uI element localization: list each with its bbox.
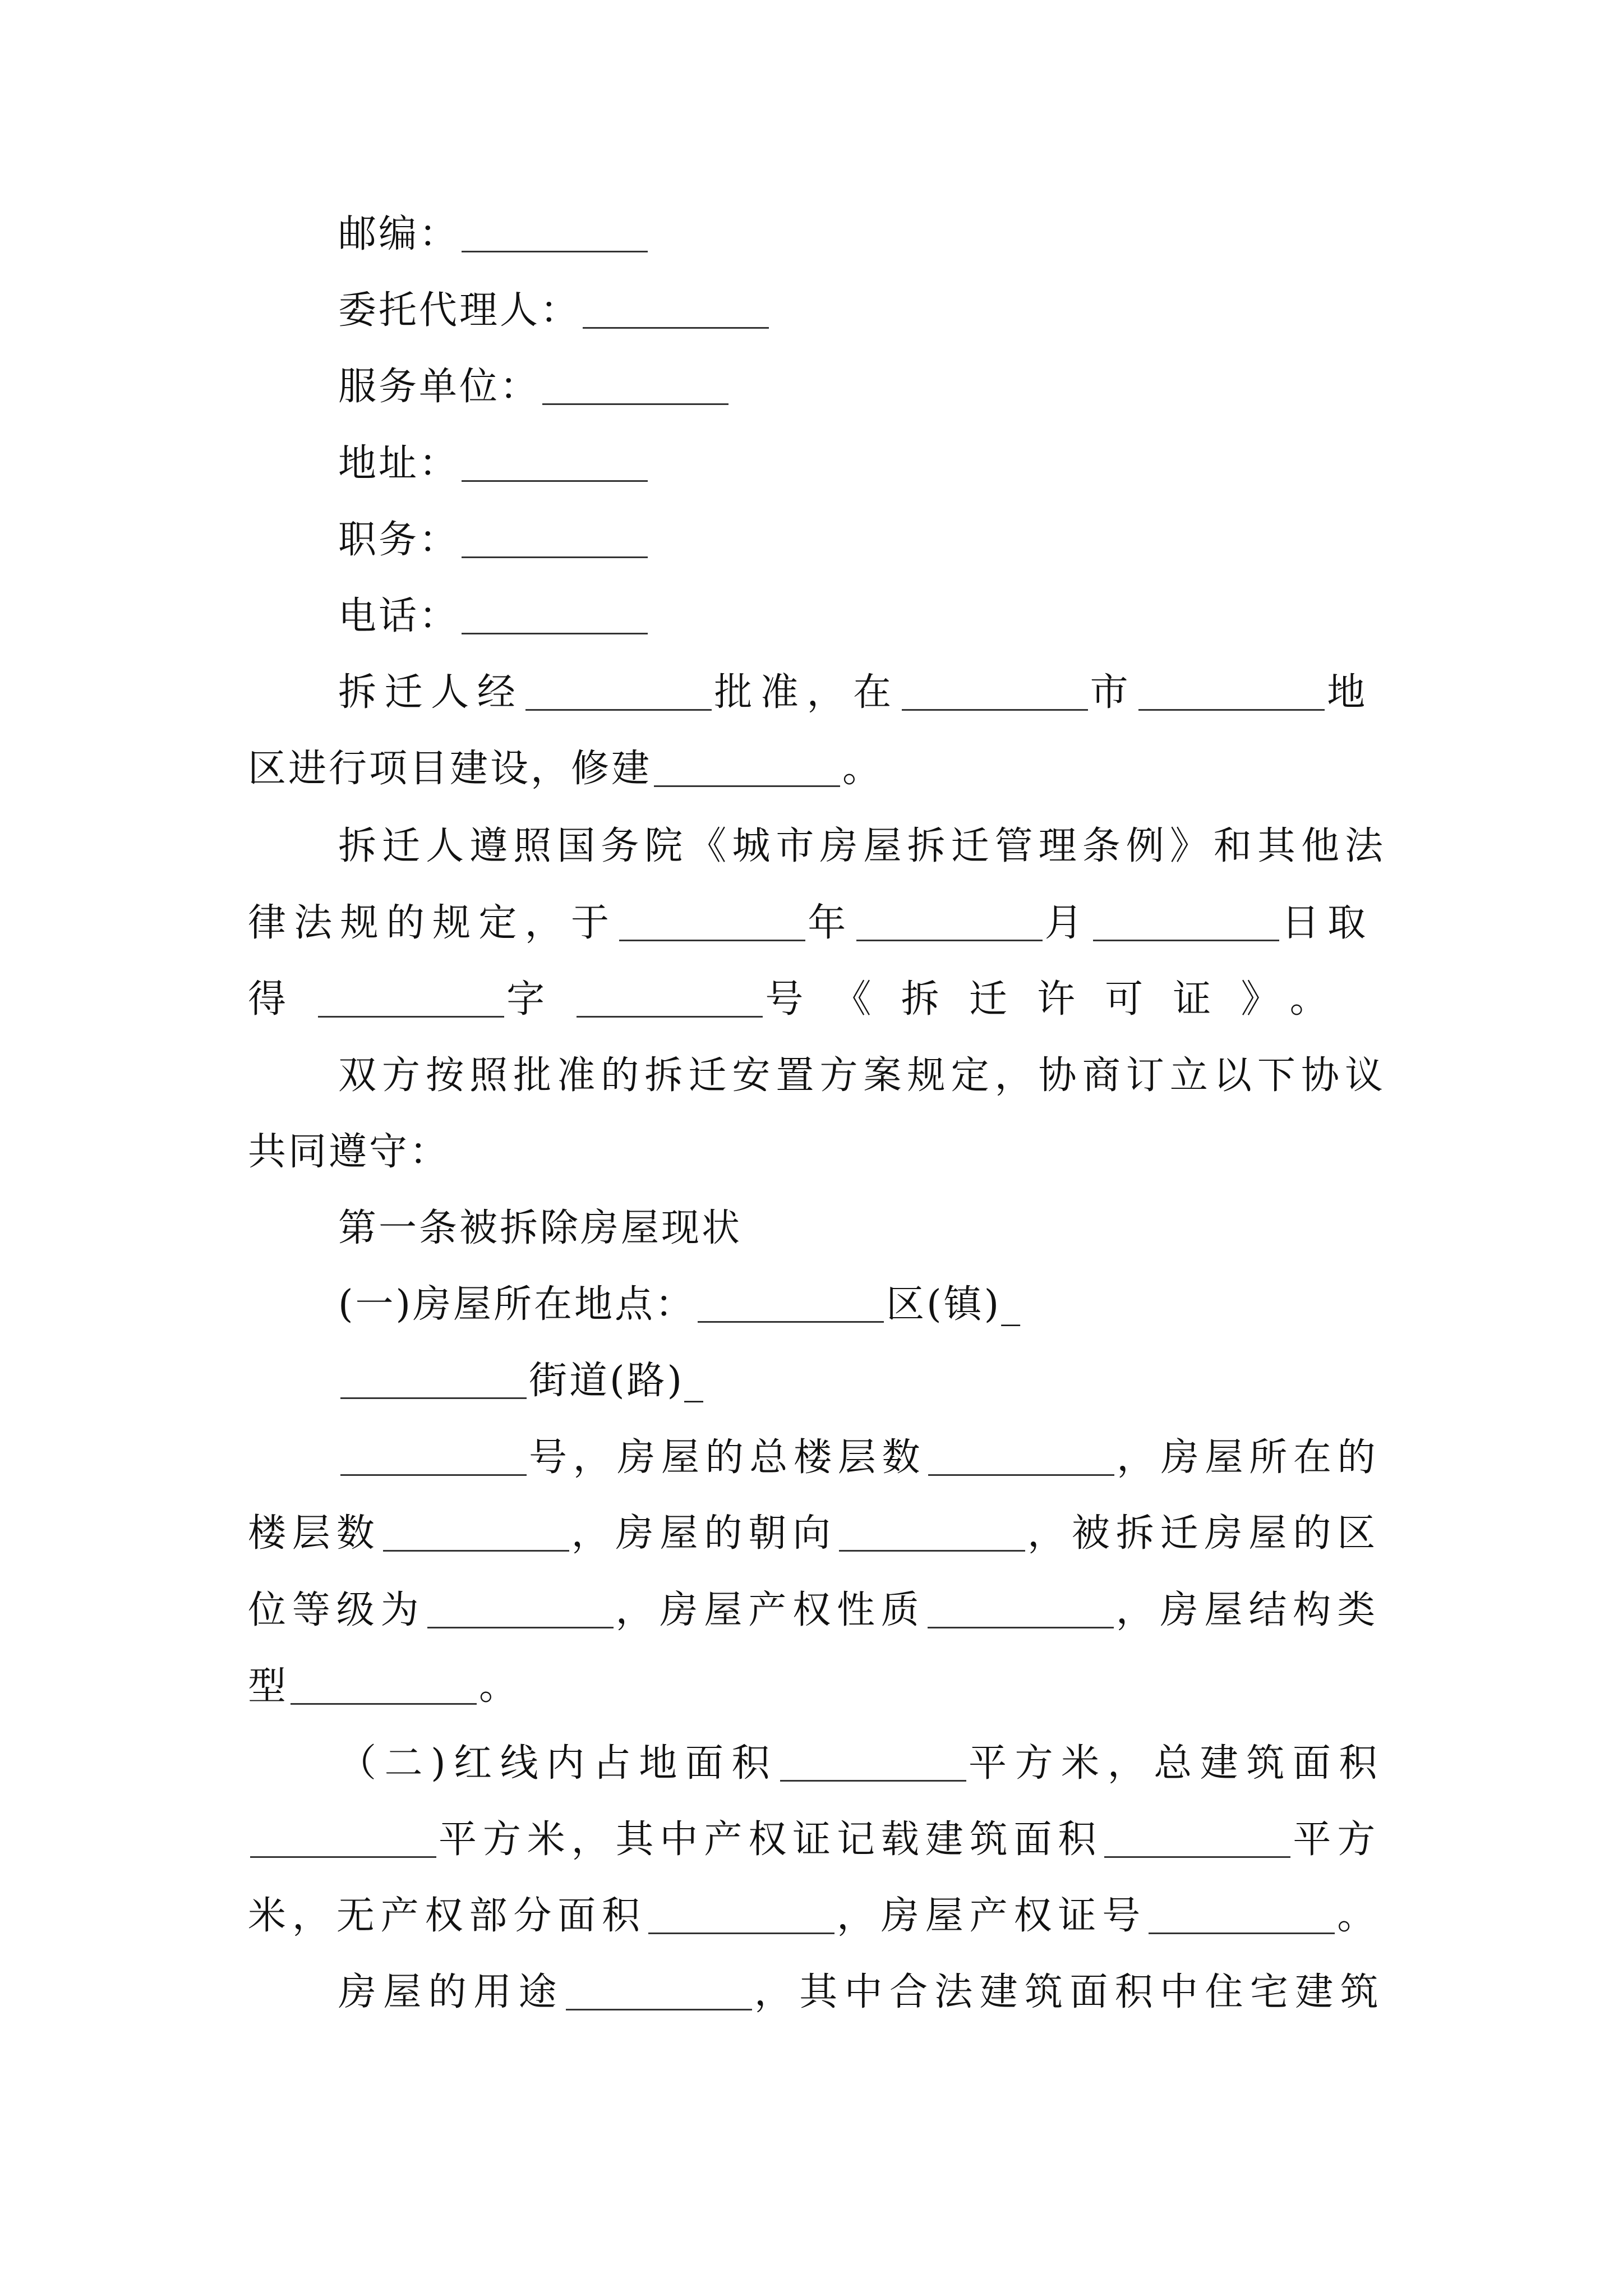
text-segment: 位等级为 <box>248 1588 425 1632</box>
fill-in-blank <box>288 1668 479 1699</box>
fill-in-blank <box>778 1745 969 1776</box>
fill-in-blank <box>338 1362 529 1393</box>
text-segment: 第一条被拆除房屋现状 <box>338 1206 743 1250</box>
text-segment: 日取 <box>1281 901 1374 945</box>
text-line-14 <box>338 1206 742 1251</box>
fill-in-blank <box>837 1515 1027 1546</box>
fill-in-blank <box>523 674 714 705</box>
fill-in-blank <box>248 1821 439 1852</box>
text-line-24 <box>338 1970 1385 2015</box>
text-segment: 区(镇)_ <box>886 1282 1023 1327</box>
text-segment: 市 <box>1090 670 1137 715</box>
fill-in-blank <box>381 1515 571 1546</box>
text-line-13 <box>248 1130 450 1175</box>
text-segment: 字 <box>506 977 575 1022</box>
fill-in-blank <box>1136 674 1327 705</box>
text-segment: 。 <box>1337 1894 1382 1938</box>
text-segment: 得 <box>248 977 316 1022</box>
text-segment: 区进行项目建设，修建 <box>248 747 652 791</box>
fill-in-blank <box>316 981 506 1012</box>
text-segment: ，房屋产权性质 <box>615 1588 925 1632</box>
text-line-8 <box>248 747 883 792</box>
fill-in-blank <box>1091 904 1281 936</box>
text-segment: ，房屋所在的 <box>1117 1435 1382 1480</box>
text-segment: ，房屋结构类 <box>1115 1588 1382 1632</box>
text-line-12 <box>338 1053 1389 1098</box>
text-segment: 平方 <box>1293 1818 1382 1862</box>
fill-in-blank <box>854 904 1045 936</box>
text-segment: 共同遵守： <box>248 1130 450 1174</box>
fill-in-blank <box>900 674 1090 705</box>
fill-in-blank <box>925 1591 1116 1623</box>
text-segment: ，房屋的朝向 <box>571 1511 837 1556</box>
fill-in-blank <box>564 1973 754 2005</box>
text-line-22 <box>248 1818 1381 1862</box>
text-segment: 年 <box>808 901 854 945</box>
text-segment: 电话： <box>338 594 460 638</box>
fill-in-blank <box>540 368 731 399</box>
fill-in-blank <box>1146 1897 1337 1929</box>
text-line-21 <box>338 1741 1385 1786</box>
text-segment: 米，无产权部分面积 <box>248 1894 646 1938</box>
text-line-7 <box>338 670 1373 715</box>
text-line-23 <box>248 1894 1381 1939</box>
fill-in-blank <box>459 597 650 629</box>
text-segment: （二)红线内占地面积 <box>338 1741 778 1786</box>
text-segment: 街道(路)_ <box>529 1359 706 1403</box>
fill-in-blank <box>617 904 808 936</box>
text-line-10 <box>248 901 1373 946</box>
text-segment: 楼层数 <box>248 1511 381 1556</box>
text-segment: 号《拆迁许可证》。 <box>765 977 1358 1022</box>
text-line-6 <box>338 594 650 639</box>
text-segment: 批准，在 <box>714 670 900 715</box>
text-segment: 双方按照批准的拆迁安置方案规定，协商订立以下协议 <box>338 1053 1389 1098</box>
text-segment: 。 <box>842 747 883 791</box>
fill-in-blank <box>652 750 842 781</box>
text-segment: 地址： <box>338 441 460 486</box>
text-segment: 房屋的用途 <box>338 1970 564 2014</box>
text-line-18 <box>248 1511 1381 1556</box>
text-line-4 <box>338 441 650 486</box>
text-segment: 地 <box>1327 670 1373 715</box>
text-segment: 邮编： <box>338 212 460 256</box>
text-line-5 <box>338 518 650 563</box>
text-segment: 服务单位： <box>338 365 541 409</box>
text-line-11 <box>248 977 1358 1022</box>
text-segment: 职务： <box>338 518 460 562</box>
text-segment: 律法规的规定，于 <box>248 901 617 945</box>
text-segment: 平方米，其中产权证记载建筑面积 <box>439 1818 1103 1862</box>
text-line-20 <box>248 1664 519 1709</box>
fill-in-blank <box>580 292 771 323</box>
text-line-15 <box>338 1282 1022 1327</box>
fill-in-blank <box>1102 1821 1293 1852</box>
text-segment: 拆迁人经 <box>338 670 524 715</box>
text-segment: 。 <box>479 1664 520 1709</box>
text-line-19 <box>248 1588 1381 1633</box>
fill-in-blank <box>459 215 650 247</box>
text-line-16 <box>338 1359 706 1404</box>
text-segment: 号，房屋的总楼层数 <box>529 1435 926 1480</box>
text-segment: ，房屋产权证号 <box>836 1894 1147 1938</box>
fill-in-blank <box>926 1439 1117 1470</box>
fill-in-blank <box>646 1897 837 1929</box>
text-segment: ，其中合法建筑面积中住宅建筑 <box>754 1970 1385 2014</box>
text-segment: 拆迁人遵照国务院《城市房屋拆迁管理条例》和其他法 <box>338 824 1389 868</box>
fill-in-blank <box>695 1286 886 1317</box>
text-line-9 <box>338 824 1389 869</box>
text-line-3 <box>338 365 731 409</box>
text-segment: 月 <box>1044 901 1091 945</box>
fill-in-blank <box>425 1591 616 1623</box>
fill-in-blank <box>338 1439 529 1470</box>
fill-in-blank <box>459 521 650 553</box>
text-segment: (一)房屋所在地点： <box>338 1282 696 1327</box>
text-segment: ，被拆迁房屋的区 <box>1027 1511 1382 1556</box>
text-line-1 <box>338 212 650 257</box>
text-segment: 平方米，总建筑面积 <box>969 1741 1385 1786</box>
text-line-2 <box>338 288 771 333</box>
text-segment: 型 <box>248 1664 289 1709</box>
text-segment: 委托代理人： <box>338 288 581 333</box>
fill-in-blank <box>574 981 765 1012</box>
fill-in-blank <box>459 445 650 476</box>
text-line-17 <box>338 1435 1381 1480</box>
